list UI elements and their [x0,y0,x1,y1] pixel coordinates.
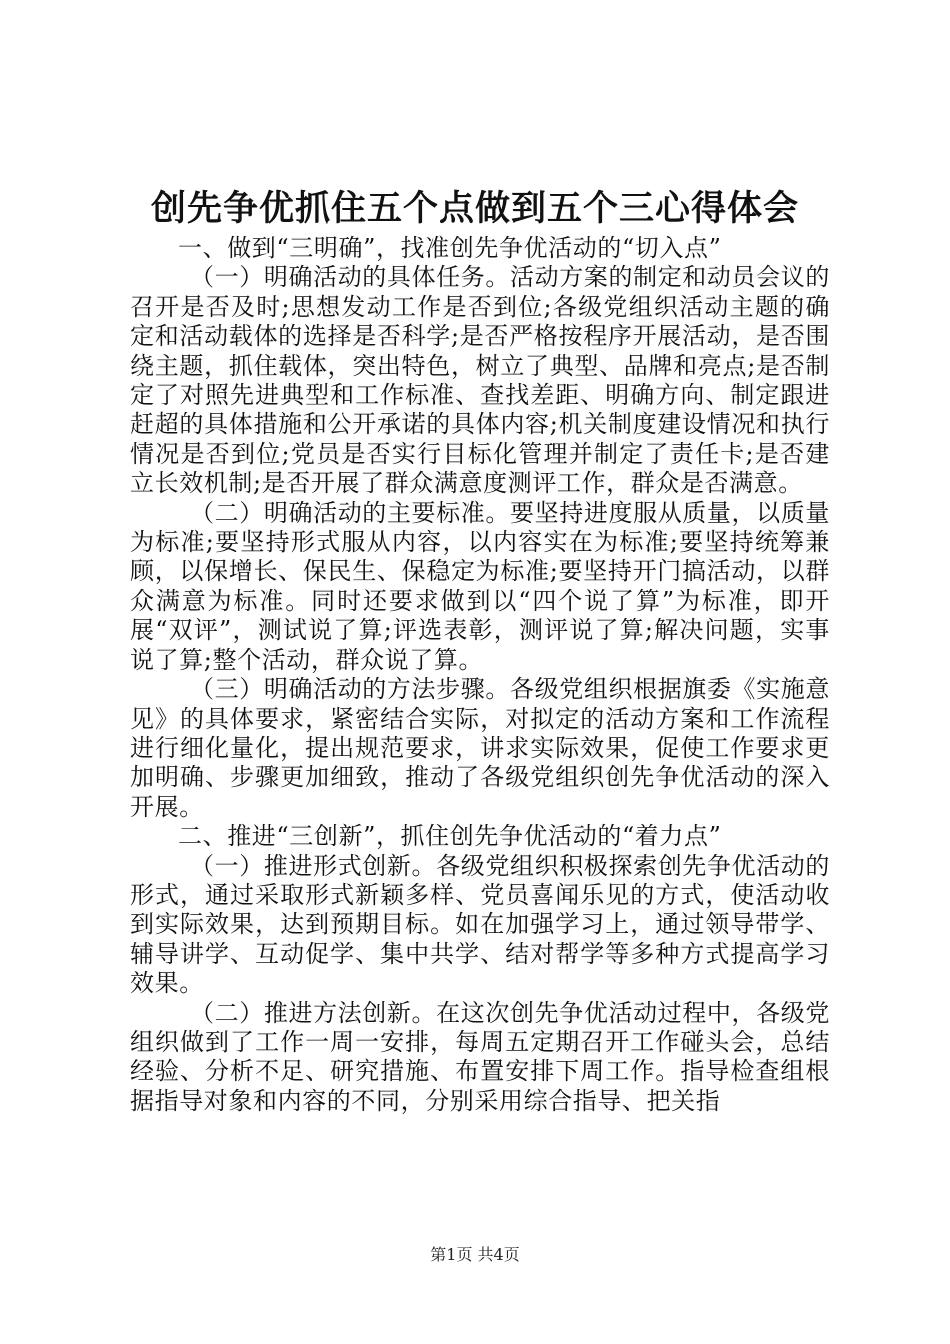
section-heading-2: 二、推进“三创新”，抓住创先争优活动的“着力点” [178,822,722,851]
paragraph-1-3: （三）明确活动的方法步骤。各级党组织根据旗委《实施意见》的具体要求，紧密结合实际，对拟定的活动方案和工作流程进行细化量化，提出规范要求，讲求实际效果，促使工作要求更加明确、步骤更加细致，推动了各级党组织创先争优活动的深入开展。 [130,675,830,821]
page-footer: 第1页 共4页 [430,1245,520,1264]
paragraph-2-2: （二）推进方法创新。在这次创先争优活动过程中，各级党组织做到了工作一周一安排，每周五定期召开工作碰头会，总结经验、分析不足、研究措施、布置安排下周工作。指导检查组根据指导对象和内容的不同，分别采用综合指导、把关指 [130,998,830,1115]
paragraph-1-1: （一）明确活动的具体任务。活动方案的制定和动员会议的召开是否及时;思想发动工作是否到位;各级党组织活动主题的确定和活动载体的选择是否科学;是否严格按程序开展活动，是否围绕主题，抓住载体，突出特色，树立了典型、品牌和亮点;是否制定了对照先进典型和工作标准、查找差距、明确方向、制定跟进赶超的具体措施和公开承诺的具体内容;机关制度建设情况和执行情况是否到位;党员是否实行目标化管理并制定了责任卡;是否建立长效机制;是否开展了群众满意度测评工作，群众是否满意。 [130,263,830,498]
document-body [130,234,830,1116]
document-title: 创先争优抓住五个点做到五个三心得体会 [150,188,799,229]
section-heading-1: 一、做到“三明确”，找准创先争优活动的“切入点” [178,234,722,262]
paragraph-2-1: （一）推进形式创新。各级党组织积极探索创先争优活动的形式，通过采取形式新颖多样、党员喜闻乐见的方式，使活动收到实际效果，达到预期目标。如在加强学习上，通过领导带学、辅导讲学、互动促学、集中共学、结对帮学等多种方式提高学习效果。 [130,851,830,998]
paragraph-1-2: （二）明确活动的主要标准。要坚持进度服从质量，以质量为标准;要坚持形式服从内容，以内容实在为标准;要坚持统筹兼顾，以保增长、保民生、保稳定为标准;要坚持开门搞活动，以群众满意为标准。同时还要求做到以“四个说了算”为标准，即开展“双评”，测试说了算;评选表彰，测评说了算;解决问题，实事说了算;整个活动，群众说了算。 [130,498,830,674]
